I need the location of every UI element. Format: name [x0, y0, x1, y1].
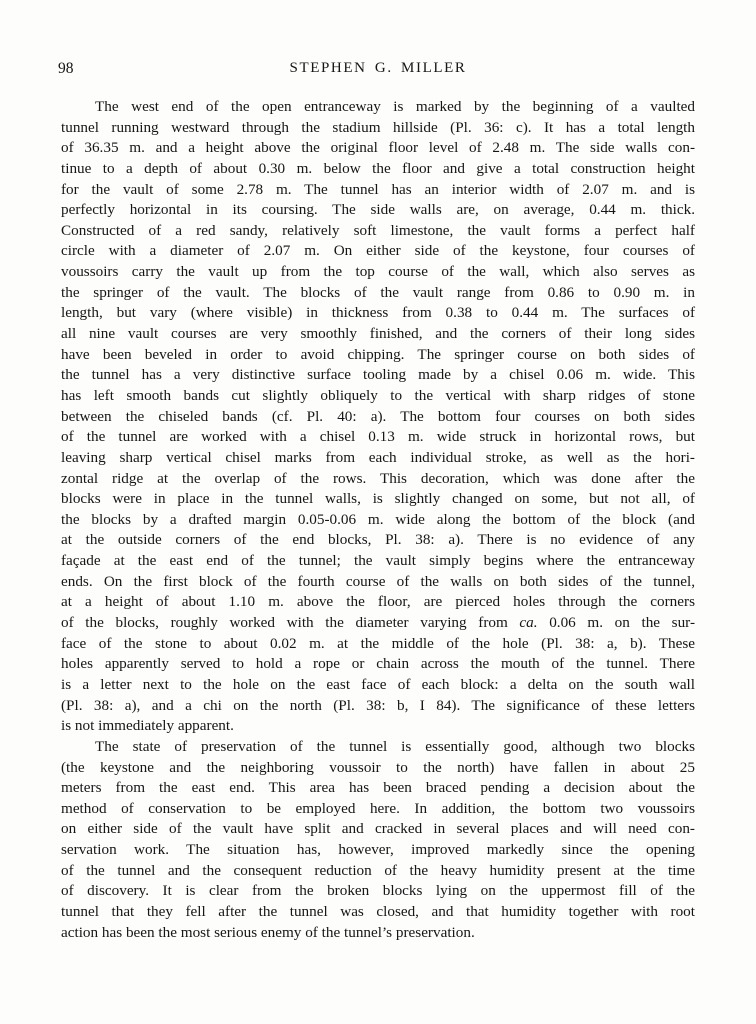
text-line: for the vault of some 2.78 m. The tunnel has an interior width of 2.07 m. and is — [61, 180, 695, 198]
text-line: Constructed of a red sandy, relatively soft limestone, the vault forms a perfect half — [61, 221, 695, 239]
text-line: of the blocks, roughly worked with the diameter varying from ca. 0.06 m. on the sur- — [61, 614, 695, 632]
text-line: blocks were in place in the tunnel walls, is slightly changed on some, but not all, of — [61, 490, 695, 508]
text-line: face of the stone to about 0.02 m. at the middle of the hole (Pl. 38: a, b). These — [61, 634, 695, 652]
page-header — [0, 60, 756, 80]
text-line: of discovery. It is clear from the broken blocks lying on the uppermost fill of the — [61, 882, 695, 900]
text-line: tunnel running westward through the stadium hillside (Pl. 36: c). It has a total length — [61, 118, 695, 136]
text-line: perfectly horizontal in its coursing. The side walls are, on average, 0.44 m. thick. — [61, 201, 695, 219]
text-line: have been beveled in order to avoid chipping. The springer course on both sides of — [61, 345, 695, 363]
paragraph-2 — [61, 737, 695, 943]
text-line: façade at the east end of the tunnel; the vault simply begins where the entranceway — [61, 552, 695, 570]
running-header: STEPHEN G. MILLER — [289, 60, 467, 76]
text-line: zontal ridge at the overlap of the rows. This decoration, which was done after the — [61, 469, 695, 487]
text-line: voussoirs carry the vault up from the top course of the wall, which also serves as — [61, 263, 695, 281]
page-number: 98 — [58, 60, 74, 77]
text-line: leaving sharp vertical chisel marks from each individual stroke, as well as the hori- — [61, 448, 695, 466]
text-line: the blocks by a drafted margin 0.05-0.06 m. wide along the bottom of the block (and — [61, 510, 695, 528]
text-line: meters from the east end. This area has been braced pending a decision about the — [61, 779, 695, 797]
text-line: at a height of about 1.10 m. above the floor, are pierced holes through the corners — [61, 593, 695, 611]
text-line: of the tunnel are worked with a chisel 0.13 m. wide struck in horizontal rows, but — [61, 428, 695, 446]
text-line: at the outside corners of the end blocks, Pl. 38: a). There is no evidence of any — [61, 531, 695, 549]
text-line: the springer of the vault. The blocks of the vault range from 0.86 to 0.90 m. in — [61, 283, 695, 301]
paragraph-1 — [61, 97, 695, 737]
text-line: between the chiseled bands (cf. Pl. 40: a). The bottom four courses on both sides — [61, 407, 695, 425]
text-line: circle with a diameter of 2.07 m. On either side of the keystone, four courses of — [61, 242, 695, 260]
text-line: The west end of the open entranceway is marked by the beginning of a vaulted — [95, 98, 695, 115]
text-line: action has been the most serious enemy of the tunnel’s preservation. — [61, 923, 475, 941]
text-line: the tunnel has a very distinctive surface tooling made by a chisel 0.06 m. wide. This — [61, 366, 695, 384]
text-line: has left smooth bands cut slightly obliquely to the vertical with sharp ridges of stone — [61, 386, 695, 404]
text-line: is a letter next to the hole on the east face of each block: a delta on the south wall — [61, 675, 695, 693]
text-line: servation work. The situation has, however, improved markedly since the opening — [61, 841, 695, 859]
text-line: is not immediately apparent. — [61, 717, 234, 735]
text-line: all nine vault courses are very smoothly finished, and the corners of their long sides — [61, 325, 695, 343]
text-line: tunnel that they fell after the tunnel was closed, and that humidity together with root — [61, 902, 695, 920]
text-line: (Pl. 38: a), and a chi on the north (Pl. 38: b, I 84). The significance of these letters — [61, 696, 695, 714]
text-line: ends. On the first block of the fourth course of the walls on both sides of the tunnel, — [61, 572, 695, 590]
text-line: on either side of the vault have split and cracked in several places and will need con- — [61, 820, 695, 838]
text-line: length, but vary (where visible) in thickness from 0.38 to 0.44 m. The surfaces of — [61, 304, 695, 322]
text-line: The state of preservation of the tunnel is essentially good, although two blocks — [95, 737, 695, 755]
text-line: of the tunnel and the consequent reduction of the heavy humidity present at the time — [61, 861, 695, 879]
body-text — [61, 97, 695, 943]
text-line: of 36.35 m. and a height above the original floor level of 2.48 m. The side walls con- — [61, 139, 695, 157]
text-line: method of conservation to be employed here. In addition, the bottom two voussoirs — [61, 799, 695, 817]
text-line: (the keystone and the neighboring voussoir to the north) have fallen in about 25 — [61, 758, 695, 776]
text-line: holes apparently served to hold a rope or chain across the mouth of the tunnel. There — [61, 655, 695, 673]
text-line: tinue to a depth of about 0.30 m. below the floor and give a total construction height — [61, 159, 695, 177]
